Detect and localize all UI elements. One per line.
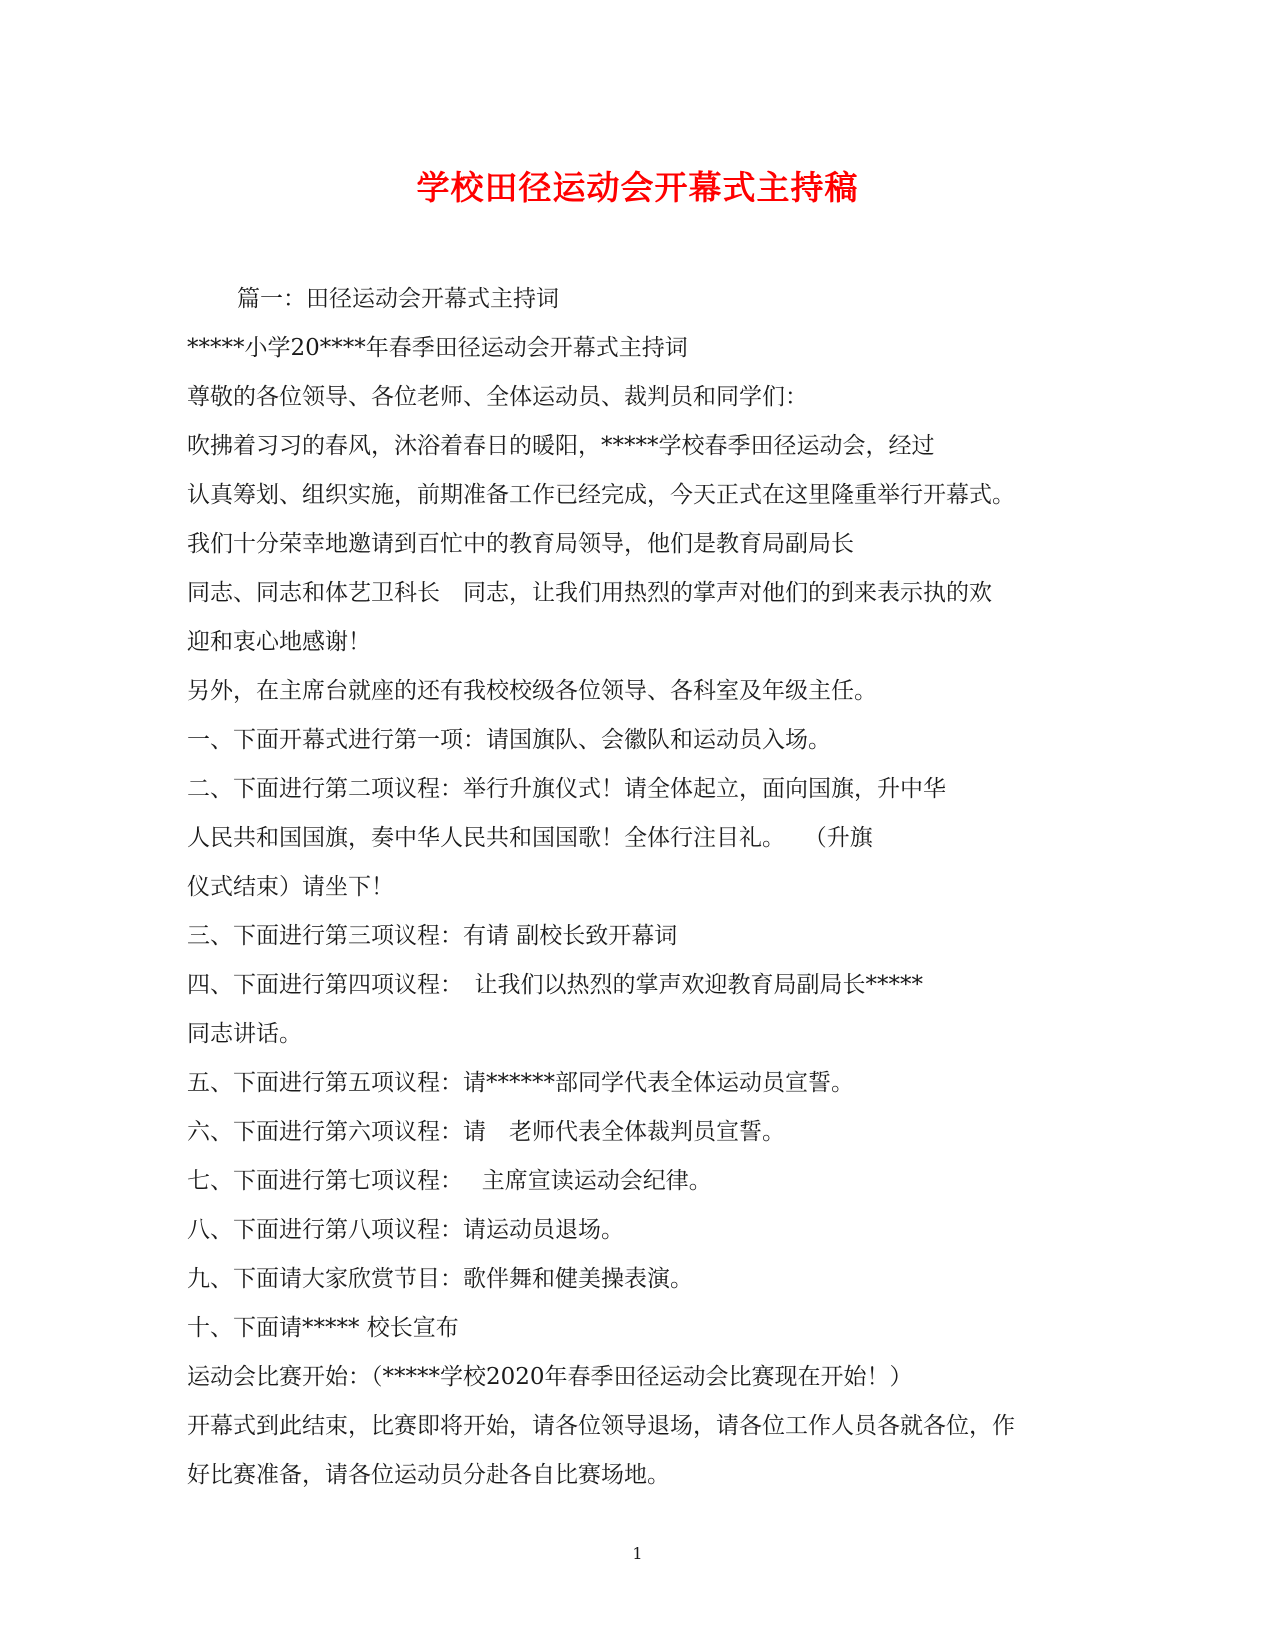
agenda-item: 七、下面进行第七项议程： 主席宣读运动会纪律。	[187, 1168, 712, 1194]
agenda-item: 三、下面进行第三项议程：有请 副校长致开幕词	[187, 923, 678, 949]
agenda-item: 仪式结束）请坐下！	[187, 874, 394, 900]
agenda-item: 同志讲话。	[187, 1021, 302, 1047]
paragraph-line: 吹拂着习习的春风，沐浴着春日的暖阳，*****学校春季田径运动会，经过	[187, 433, 935, 459]
agenda-item: 九、下面请大家欣赏节目：歌伴舞和健美操表演。	[187, 1266, 693, 1292]
closing-line: 开幕式到此结束，比赛即将开始，请各位领导退场，请各位工作人员各就各位，作	[187, 1413, 1015, 1439]
agenda-item: 六、下面进行第六项议程：请 老师代表全体裁判员宣誓。	[187, 1119, 785, 1145]
paragraph-line: 我们十分荣幸地邀请到百忙中的教育局领导，他们是教育局副局长	[187, 531, 854, 557]
agenda-item: 五、下面进行第五项议程：请******部同学代表全体运动员宣誓。	[187, 1070, 854, 1096]
agenda-item: 四、下面进行第四项议程： 让我们以热烈的掌声欢迎教育局副局长*****	[187, 972, 923, 998]
document-title: 学校田径运动会开幕式主持稿	[416, 168, 859, 207]
agenda-item: 十、下面请***** 校长宣布	[187, 1315, 459, 1341]
agenda-item: 运动会比赛开始：（*****学校2020年春季田径运动会比赛现在开始！）	[187, 1364, 913, 1390]
paragraph-line: 另外，在主席台就座的还有我校校级各位领导、各科室及年级主任。	[187, 678, 877, 704]
agenda-item: 一、下面开幕式进行第一项：请国旗队、会徽队和运动员入场。	[187, 727, 831, 753]
paragraph-line: 迎和衷心地感谢！	[187, 629, 371, 655]
page-number: 1	[632, 1544, 643, 1563]
section-heading: 篇一：田径运动会开幕式主持词	[237, 286, 559, 312]
salutation: 尊敬的各位领导、各位老师、全体运动员、裁判员和同学们：	[187, 384, 808, 410]
paragraph-line: 同志、同志和体艺卫科长 同志，让我们用热烈的掌声对他们的到来表示执的欢	[187, 580, 992, 606]
closing-line: 好比赛准备，请各位运动员分赴各自比赛场地。	[187, 1462, 670, 1488]
agenda-item: 八、下面进行第八项议程：请运动员退场。	[187, 1217, 624, 1243]
agenda-item: 二、下面进行第二项议程：举行升旗仪式！请全体起立，面向国旗，升中华	[187, 776, 946, 802]
document-body	[187, 275, 1087, 1500]
speech-title: *****小学20****年春季田径运动会开幕式主持词	[187, 335, 688, 361]
paragraph-line: 认真筹划、组织实施，前期准备工作已经完成，今天正式在这里隆重举行开幕式。	[187, 482, 1015, 508]
agenda-item: 人民共和国国旗，奏中华人民共和国国歌！全体行注目礼。 （升旗	[187, 825, 873, 851]
